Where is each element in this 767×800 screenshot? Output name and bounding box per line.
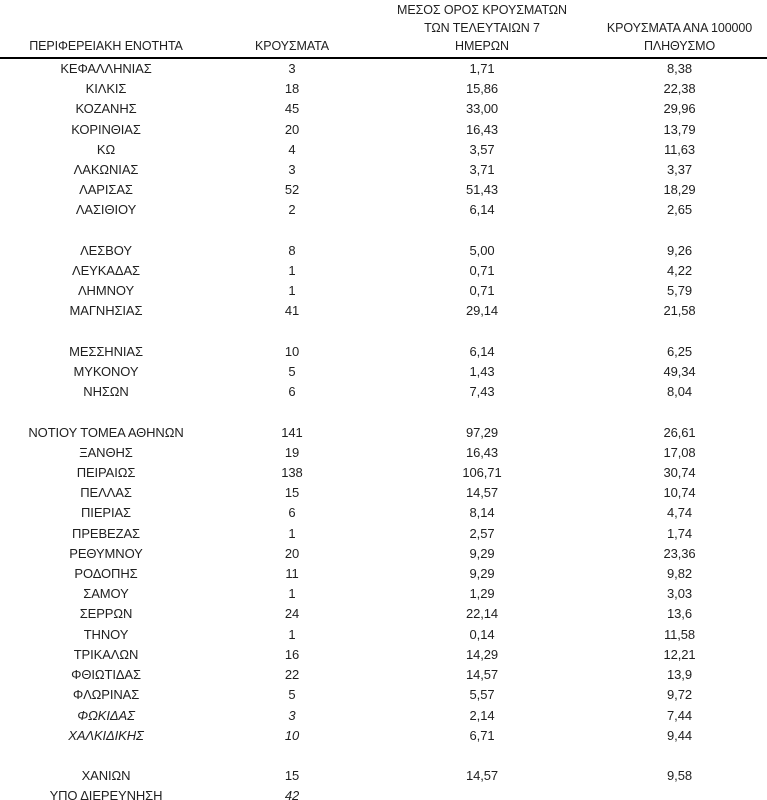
- per100k-cell: 26,61: [663, 424, 696, 440]
- region-cell: ΚΙΛΚΙΣ: [85, 81, 127, 97]
- spacer-row: [0, 402, 767, 422]
- avg7-cell: 1,43: [469, 364, 495, 380]
- per100k-cell: 9,82: [667, 566, 692, 582]
- region-cell: ΜΕΣΣΗΝΙΑΣ: [69, 343, 143, 359]
- cases-cell: 15: [284, 768, 300, 784]
- per100k-cell: 9,26: [667, 242, 692, 258]
- per100k-cell: 21,58: [663, 303, 696, 319]
- header-per100k-line1: ΚΡΟΥΣΜΑΤΑ ΑΝΑ 100000: [606, 21, 753, 35]
- spacer-row: [0, 746, 767, 766]
- header-cases-label: ΚΡΟΥΣΜΑΤΑ: [254, 39, 330, 53]
- table-row: [0, 766, 767, 786]
- region-cell: ΝΟΤΙΟΥ ΤΟΜΕΑ ΑΘΗΝΩΝ: [28, 424, 184, 440]
- region-cell: ΤΗΝΟΥ: [83, 626, 129, 642]
- avg7-cell: 16,43: [465, 121, 499, 137]
- table-row: [0, 58, 767, 79]
- cases-cell: 1: [288, 263, 296, 279]
- cases-cell: 41: [284, 303, 300, 319]
- table-row: [0, 463, 767, 483]
- table-row: [0, 604, 767, 624]
- cases-cell: 10: [284, 343, 300, 359]
- table-row: [0, 645, 767, 665]
- per100k-cell: 4,74: [667, 505, 692, 521]
- avg7-cell: 106,71: [462, 465, 502, 481]
- region-cell: ΛΑΣΙΘΙΟΥ: [75, 202, 137, 218]
- region-cell: ΚΟΖΑΝΗΣ: [75, 101, 137, 117]
- table-row: [0, 423, 767, 443]
- cases-cell: 11: [285, 566, 299, 582]
- table-row: [0, 625, 767, 645]
- avg7-cell: 22,14: [465, 606, 499, 622]
- avg7-cell: 9,29: [469, 566, 495, 582]
- per100k-cell: 5,79: [667, 283, 692, 299]
- cases-cell: 5: [288, 687, 296, 703]
- per100k-cell: 8,04: [667, 384, 692, 400]
- region-cell: ΤΡΙΚΑΛΩΝ: [73, 646, 139, 662]
- region-cell: ΜΑΓΝΗΣΙΑΣ: [69, 303, 143, 319]
- region-cell: ΚΟΡΙΝΘΙΑΣ: [71, 121, 141, 137]
- region-cell: ΥΠΟ ΔΙΕΡΕΥΝΗΣΗ: [49, 788, 163, 800]
- region-cell: ΞΑΝΘΗΣ: [79, 444, 133, 460]
- per100k-cell: 49,34: [663, 364, 696, 380]
- per100k-cell: [592, 322, 767, 342]
- avg7-cell: [372, 221, 592, 241]
- avg7-cell: [372, 746, 592, 766]
- cases-cell: 24: [284, 606, 300, 622]
- per100k-cell: 6,25: [667, 343, 692, 359]
- cases-cell: 10: [284, 727, 300, 743]
- region-cell: ΛΑΡΙΣΑΣ: [79, 182, 133, 198]
- per100k-cell: [592, 746, 767, 766]
- table-row: [0, 524, 767, 544]
- region-cell: ΛΑΚΩΝΙΑΣ: [73, 162, 139, 178]
- avg7-cell: 2,14: [469, 707, 495, 723]
- per100k-cell: [592, 786, 767, 800]
- table-row: [0, 706, 767, 726]
- cases-cell: 6: [288, 505, 296, 521]
- region-cell: ΠΡΕΒΕΖΑΣ: [72, 525, 140, 541]
- region-cell: [0, 746, 212, 766]
- region-cell: ΛΕΣΒΟΥ: [80, 242, 132, 258]
- table-row: [0, 160, 767, 180]
- per100k-cell: 2,65: [667, 202, 692, 218]
- per100k-cell: 30,74: [663, 465, 696, 481]
- table-row: [0, 665, 767, 685]
- header-row: [0, 0, 767, 58]
- spacer-row: [0, 221, 767, 241]
- avg7-cell: 14,57: [465, 485, 499, 501]
- avg7-cell: [372, 322, 592, 342]
- region-cell: ΡΕΘΥΜΝΟΥ: [69, 545, 143, 561]
- per100k-cell: 11,58: [663, 626, 696, 642]
- region-cell: ΡΟΔΟΠΗΣ: [74, 566, 138, 582]
- avg7-cell: 7,43: [469, 384, 495, 400]
- per100k-cell: 7,44: [667, 707, 692, 723]
- cases-cell: 141: [281, 424, 303, 440]
- region-cell: ΝΗΣΩΝ: [83, 384, 129, 400]
- per100k-cell: 9,44: [667, 727, 692, 743]
- region-cell: [0, 221, 212, 241]
- avg7-cell: 14,57: [465, 768, 499, 784]
- cases-cell: 20: [284, 121, 300, 137]
- cases-cell: [212, 402, 372, 422]
- avg7-cell: 97,29: [465, 424, 499, 440]
- avg7-cell: 6,71: [469, 727, 495, 743]
- per100k-cell: 9,72: [667, 687, 692, 703]
- avg7-cell: 33,00: [465, 101, 499, 117]
- per100k-cell: [592, 221, 767, 241]
- region-cell: ΣΑΜΟΥ: [83, 586, 129, 602]
- table-row: [0, 281, 767, 301]
- avg7-cell: 16,43: [465, 444, 499, 460]
- avg7-cell: 5,00: [469, 242, 495, 258]
- avg7-cell: 2,57: [469, 525, 495, 541]
- table-row: [0, 241, 767, 261]
- table-row: [0, 584, 767, 604]
- spacer-row: [0, 322, 767, 342]
- table-row: [0, 99, 767, 119]
- table-row: [0, 362, 767, 382]
- avg7-cell: 6,14: [469, 343, 495, 359]
- table-row: [0, 685, 767, 705]
- per100k-cell: 29,96: [663, 101, 696, 117]
- per100k-cell: 10,74: [663, 485, 696, 501]
- header-avg7-line3: ΗΜΕΡΩΝ: [455, 39, 509, 53]
- avg7-cell: 5,57: [469, 687, 495, 703]
- per100k-cell: 8,38: [667, 61, 692, 76]
- header-per100k: [592, 0, 767, 58]
- table-row: [0, 564, 767, 584]
- cases-cell: 3: [288, 162, 296, 178]
- per100k-cell: 22,38: [663, 81, 696, 97]
- per100k-cell: 3,03: [667, 586, 692, 602]
- cases-cell: 15: [284, 485, 300, 501]
- per100k-cell: 18,29: [663, 182, 696, 198]
- avg7-cell: 1,29: [469, 586, 495, 602]
- region-cell: ΦΩΚΙΔΑΣ: [77, 707, 135, 723]
- cases-cell: 22: [284, 667, 300, 683]
- cases-cell: [212, 221, 372, 241]
- table-row: [0, 140, 767, 160]
- region-cell: ΧΑΛΚΙΔΙΚΗΣ: [68, 727, 144, 743]
- avg7-cell: 15,86: [465, 81, 499, 97]
- per100k-cell: 13,6: [667, 606, 692, 622]
- header-region-label: ΠΕΡΙΦΕΡΕΙΑΚΗ ΕΝΟΤΗΤΑ: [29, 39, 183, 53]
- cases-cell: 18: [284, 81, 300, 97]
- cases-cell: 138: [281, 465, 303, 481]
- table-row: [0, 180, 767, 200]
- per100k-cell: 1,74: [667, 525, 692, 541]
- region-cell: [0, 322, 212, 342]
- cases-cell: 1: [288, 283, 296, 299]
- table-row: [0, 79, 767, 99]
- cases-cell: 3: [288, 707, 296, 723]
- table-row: [0, 503, 767, 523]
- avg7-cell: [372, 786, 592, 800]
- region-cell: [0, 402, 212, 422]
- avg7-cell: 0,14: [469, 626, 495, 642]
- cases-cell: 4: [288, 141, 296, 157]
- cases-cell: 6: [288, 384, 296, 400]
- avg7-cell: 51,43: [465, 182, 499, 198]
- avg7-cell: 29,14: [465, 303, 499, 319]
- avg7-cell: 0,71: [469, 283, 495, 299]
- table-row: [0, 120, 767, 140]
- avg7-cell: 1,71: [469, 61, 495, 76]
- table-row: [0, 200, 767, 220]
- avg7-cell: 8,14: [469, 505, 495, 521]
- per100k-cell: 13,79: [663, 121, 696, 137]
- table-row: [0, 443, 767, 463]
- per100k-cell: 9,58: [667, 768, 692, 784]
- region-cell: ΧΑΝΙΩΝ: [81, 768, 131, 784]
- table-row: [0, 261, 767, 281]
- per100k-cell: 11,63: [663, 141, 696, 157]
- cases-cell: [212, 322, 372, 342]
- per100k-cell: 4,22: [667, 263, 692, 279]
- table-row: [0, 342, 767, 362]
- table-row: [0, 301, 767, 321]
- cases-cell: 1: [288, 626, 296, 642]
- region-cell: ΠΕΙΡΑΙΩΣ: [76, 465, 136, 481]
- table-header: [0, 0, 767, 58]
- cases-cell: 2: [288, 202, 296, 218]
- avg7-cell: 6,14: [469, 202, 495, 218]
- per100k-cell: 3,37: [667, 162, 692, 178]
- region-cell: ΦΘΙΩΤΙΔΑΣ: [71, 667, 141, 683]
- cases-cell: 1: [288, 586, 296, 602]
- per100k-cell: 13,9: [667, 667, 692, 683]
- avg7-cell: 3,57: [469, 141, 495, 157]
- header-region: [0, 0, 212, 58]
- region-cell: ΦΛΩΡΙΝΑΣ: [72, 687, 140, 703]
- table-row: [0, 483, 767, 503]
- cases-cell: 16: [284, 646, 300, 662]
- table-row: [0, 726, 767, 746]
- cases-cell: 5: [288, 364, 296, 380]
- header-avg7: [372, 0, 592, 58]
- region-cell: ΜΥΚΟΝΟΥ: [73, 364, 139, 380]
- region-cell: ΛΗΜΝΟΥ: [77, 283, 135, 299]
- per100k-cell: 12,21: [663, 646, 696, 662]
- avg7-cell: 9,29: [469, 545, 495, 561]
- cases-cell: 42: [284, 788, 300, 800]
- per100k-cell: 23,36: [663, 545, 696, 561]
- header-cases: [212, 0, 372, 58]
- header-avg7-line2: ΤΩΝ ΤΕΛΕΥΤΑΙΩΝ 7: [424, 21, 540, 35]
- cases-cell: 1: [288, 525, 296, 541]
- avg7-cell: 14,57: [465, 667, 499, 683]
- region-cell: ΛΕΥΚΑΔΑΣ: [72, 263, 140, 279]
- header-avg7-line1: ΜΕΣΟΣ ΟΡΟΣ ΚΡΟΥΣΜΑΤΩΝ: [397, 3, 567, 17]
- cases-cell: 20: [284, 545, 300, 561]
- avg7-cell: 14,29: [465, 646, 499, 662]
- region-cell: ΣΕΡΡΩΝ: [79, 606, 133, 622]
- cases-cell: [212, 746, 372, 766]
- cases-cell: 3: [288, 61, 296, 76]
- table-body: [0, 58, 767, 800]
- region-cell: ΚΩ: [96, 141, 116, 157]
- avg7-cell: 0,71: [469, 263, 495, 279]
- cases-cell: 19: [284, 444, 300, 460]
- avg7-cell: [372, 402, 592, 422]
- table-row: [0, 786, 767, 800]
- avg7-cell: 3,71: [469, 162, 495, 178]
- cases-cell: 52: [284, 182, 300, 198]
- region-cell: ΠΕΛΛΑΣ: [80, 485, 132, 501]
- table-row: [0, 544, 767, 564]
- cases-cell: 45: [284, 101, 300, 117]
- per100k-cell: 17,08: [663, 444, 696, 460]
- cases-cell: 8: [288, 242, 296, 258]
- region-cell: ΚΕΦΑΛΛΗΝΙΑΣ: [60, 61, 152, 76]
- per100k-cell: [592, 402, 767, 422]
- region-cell: ΠΙΕΡΙΑΣ: [81, 505, 131, 521]
- table-row: [0, 382, 767, 402]
- header-per100k-line2: ΠΛΗΘΥΣΜΟ: [643, 39, 716, 53]
